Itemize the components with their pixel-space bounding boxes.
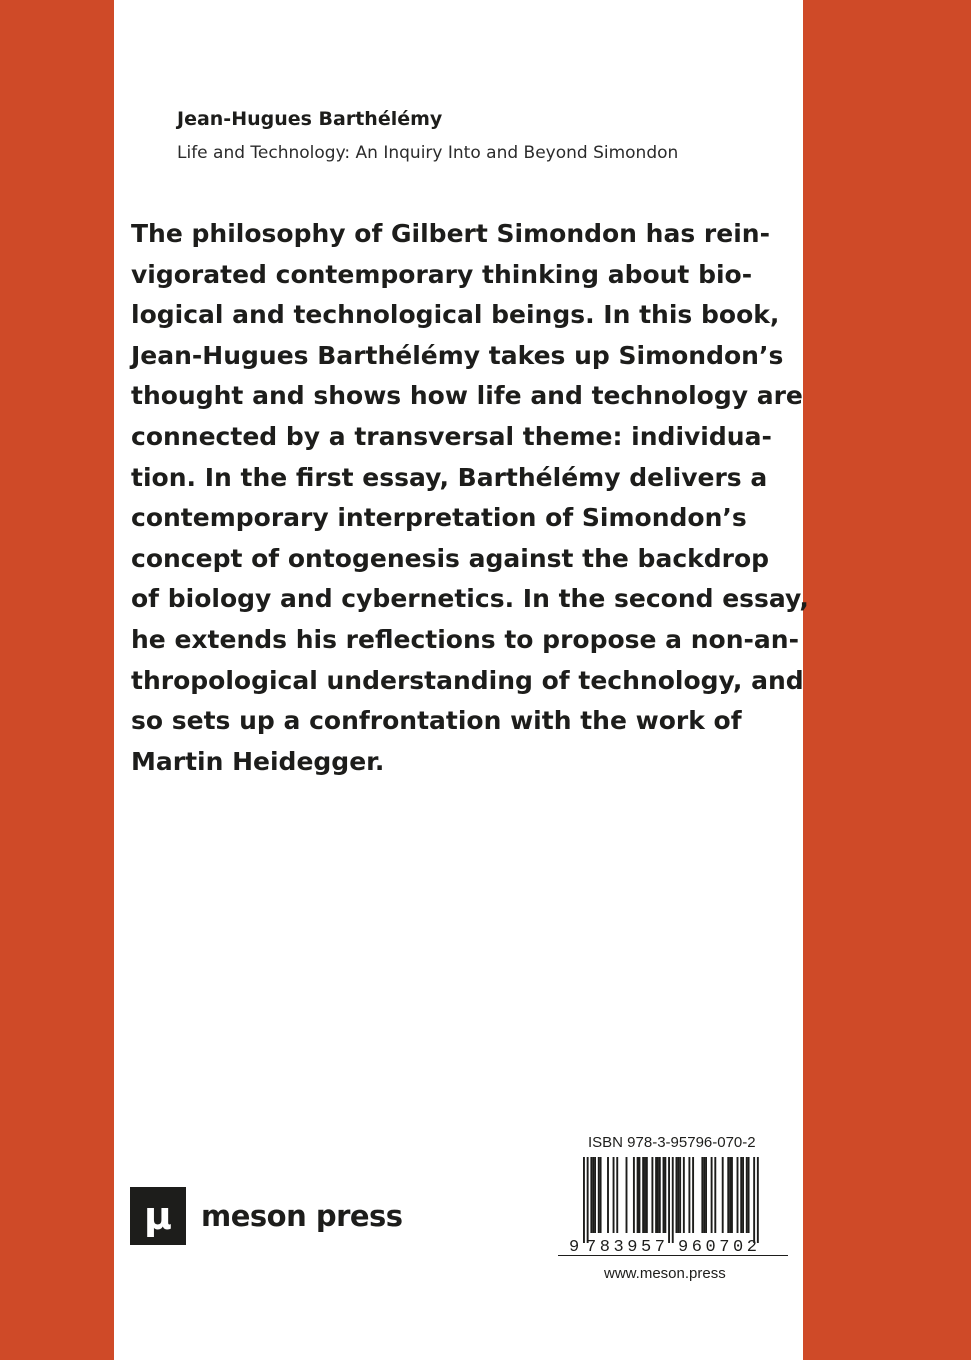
barcode-bar (607, 1157, 609, 1233)
barcode-bar (748, 1157, 750, 1233)
barcode-bar (663, 1157, 665, 1233)
barcode-digits-left: 783957 (586, 1238, 665, 1255)
blurb-line: thropological understanding of technology, and (131, 665, 804, 695)
book-title: Life and Technology: An Inquiry Into and Beyond Simondon (177, 143, 679, 163)
blurb-line: so sets up a confrontation with the work of (131, 706, 742, 736)
barcode-digits-right: 960702 (678, 1238, 757, 1255)
barcode-bar (676, 1157, 678, 1233)
barcode-bar (688, 1157, 690, 1233)
blurb-line: Martin Heidegger. (131, 746, 385, 776)
barcode-bar (600, 1157, 602, 1233)
barcode-bar (727, 1157, 729, 1233)
barcode-bar (637, 1157, 639, 1233)
barcode-rule (558, 1255, 788, 1256)
barcode-bar (644, 1157, 646, 1233)
barcode-bar (633, 1157, 635, 1233)
mu-logo-icon: μ (130, 1187, 186, 1245)
barcode-bar (613, 1157, 615, 1233)
barcode-bar (705, 1157, 707, 1233)
barcode-bar (668, 1157, 670, 1243)
publisher-logo (130, 1187, 403, 1245)
barcode-bar (626, 1157, 628, 1233)
barcode-bar (664, 1157, 666, 1233)
barcode-bar (737, 1157, 739, 1233)
barcode-bar (592, 1157, 594, 1233)
author-name: Jean-Hugues Barthélémy (177, 108, 443, 130)
blurb-line: concept of ontogenesis against the backdrop (131, 543, 770, 573)
barcode-bar (657, 1157, 659, 1233)
barcode-bar (731, 1157, 733, 1233)
blurb-line: he extends his reflections to propose a non-an- (131, 624, 799, 654)
barcode-bar (646, 1157, 648, 1233)
barcode-bar (729, 1157, 731, 1233)
blurb-line: contemporary interpretation of Simondon’s (131, 503, 747, 533)
blurb-line: connected by a transversal theme: individua- (131, 421, 772, 451)
barcode-bar (703, 1157, 705, 1233)
barcode-bar (701, 1157, 703, 1233)
blurb-line: tion. In the first essay, Barthélémy delivers a (131, 462, 768, 492)
barcode-bar (757, 1157, 759, 1243)
barcode-bar (753, 1157, 755, 1243)
barcode-bar (683, 1157, 685, 1233)
barcode-bar (642, 1157, 644, 1233)
blurb-paragraph (131, 214, 809, 782)
blurb-line: of biology and cybernetics. In the second essay, (131, 584, 809, 614)
barcode-bar (583, 1157, 585, 1243)
barcode-bar (692, 1157, 694, 1233)
ean-barcode (569, 1157, 769, 1255)
barcode-bar (651, 1157, 653, 1233)
blurb-line: The philosophy of Gilbert Simondon has rein- (131, 219, 770, 248)
barcode-bar (659, 1157, 661, 1233)
publisher-name: meson press (201, 1199, 403, 1233)
barcode-bar (587, 1157, 589, 1243)
barcode-bar (714, 1157, 716, 1233)
blurb-line: logical and technological beings. In this book, (131, 300, 780, 330)
barcode-bars (583, 1157, 759, 1243)
barcode-bar (711, 1157, 713, 1233)
barcode-bar (740, 1157, 742, 1233)
barcode-digit-prefix: 9 (569, 1238, 580, 1255)
barcode-bar (594, 1157, 596, 1233)
barcode-bar (616, 1157, 618, 1233)
blurb-line: thought and shows how life and technology are (131, 381, 803, 411)
barcode-bar (679, 1157, 681, 1233)
barcode-bar (722, 1157, 724, 1233)
blurb-line: Jean-Hugues Barthélémy takes up Simondon’s (131, 340, 784, 370)
barcode-bar (655, 1157, 657, 1233)
isbn-label: ISBN 978-3-95796-070-2 (588, 1134, 756, 1151)
blurb-line: vigorated contemporary thinking about bio- (131, 259, 753, 289)
barcode-bar (746, 1157, 748, 1233)
barcode-bar (590, 1157, 592, 1233)
barcode-bar (639, 1157, 641, 1233)
barcode-bar (598, 1157, 600, 1233)
barcode-bar (677, 1157, 679, 1233)
barcode-bar (672, 1157, 674, 1243)
publisher-website: www.meson.press (604, 1265, 726, 1282)
barcode-bar (742, 1157, 744, 1233)
